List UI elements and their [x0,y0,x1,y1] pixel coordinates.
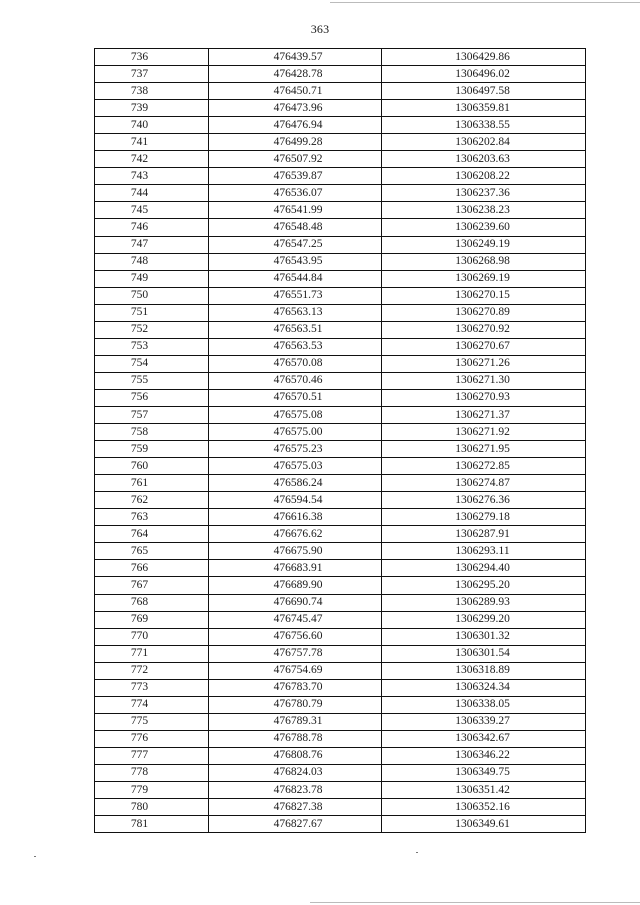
y-coordinate-cell: 1306271.30 [382,372,586,389]
point-number-cell: 744 [95,185,209,202]
table-row [95,185,586,202]
table-row [95,338,586,355]
y-coordinate-cell: 1306293.11 [382,543,586,560]
table-row [95,389,586,406]
point-number-cell: 753 [95,338,209,355]
x-coordinate-cell: 476675.90 [209,543,382,560]
table-row [95,816,586,833]
y-coordinate-cell: 1306289.93 [382,594,586,611]
y-coordinate-cell: 1306349.75 [382,764,586,781]
y-coordinate-cell: 1306351.42 [382,782,586,799]
x-coordinate-cell: 476690.74 [209,594,382,611]
point-number-cell: 771 [95,645,209,662]
y-coordinate-cell: 1306271.92 [382,424,586,441]
table-row [95,764,586,781]
x-coordinate-cell: 476808.76 [209,747,382,764]
y-coordinate-cell: 1306268.98 [382,253,586,270]
y-coordinate-cell: 1306318.89 [382,662,586,679]
x-coordinate-cell: 476570.46 [209,372,382,389]
table-row [95,662,586,679]
point-number-cell: 742 [95,151,209,168]
table-row [95,696,586,713]
y-coordinate-cell: 1306271.95 [382,441,586,458]
point-number-cell: 736 [95,49,209,66]
table-row [95,747,586,764]
x-coordinate-cell: 476683.91 [209,560,382,577]
point-number-cell: 779 [95,782,209,799]
y-coordinate-cell: 1306294.40 [382,560,586,577]
point-number-cell: 755 [95,372,209,389]
table-row [95,730,586,747]
x-coordinate-cell: 476676.62 [209,526,382,543]
table-row [95,100,586,117]
point-number-cell: 765 [95,543,209,560]
point-number-cell: 770 [95,628,209,645]
table-row [95,168,586,185]
point-number-cell: 745 [95,202,209,219]
point-number-cell: 750 [95,287,209,304]
point-number-cell: 781 [95,816,209,833]
table-row [95,594,586,611]
x-coordinate-cell: 476536.07 [209,185,382,202]
table-row [95,253,586,270]
point-number-cell: 776 [95,730,209,747]
x-coordinate-cell: 476428.78 [209,66,382,83]
x-coordinate-cell: 476539.87 [209,168,382,185]
x-coordinate-cell: 476575.08 [209,406,382,423]
x-coordinate-cell: 476563.13 [209,304,382,321]
x-coordinate-cell: 476543.95 [209,253,382,270]
x-coordinate-cell: 476788.78 [209,730,382,747]
x-coordinate-cell: 476507.92 [209,151,382,168]
table-row [95,66,586,83]
x-coordinate-cell: 476575.03 [209,458,382,475]
x-coordinate-cell: 476756.60 [209,628,382,645]
table-row [95,236,586,253]
x-coordinate-cell: 476827.67 [209,816,382,833]
x-coordinate-cell: 476544.84 [209,270,382,287]
table-row [95,713,586,730]
table-row [95,509,586,526]
y-coordinate-cell: 1306496.02 [382,66,586,83]
x-coordinate-cell: 476570.51 [209,389,382,406]
y-coordinate-cell: 1306497.58 [382,83,586,100]
y-coordinate-cell: 1306272.85 [382,458,586,475]
y-coordinate-cell: 1306203.63 [382,151,586,168]
x-coordinate-cell: 476745.47 [209,611,382,628]
x-coordinate-cell: 476548.48 [209,219,382,236]
x-coordinate-cell: 476563.53 [209,338,382,355]
x-coordinate-cell: 476757.78 [209,645,382,662]
y-coordinate-cell: 1306346.22 [382,747,586,764]
x-coordinate-cell: 476575.23 [209,441,382,458]
table-row [95,424,586,441]
point-number-cell: 741 [95,134,209,151]
x-coordinate-cell: 476827.38 [209,799,382,816]
y-coordinate-cell: 1306301.32 [382,628,586,645]
x-coordinate-cell: 476541.99 [209,202,382,219]
table-row [95,117,586,134]
point-number-cell: 763 [95,509,209,526]
y-coordinate-cell: 1306270.15 [382,287,586,304]
table-row [95,202,586,219]
table-row [95,577,586,594]
scan-edge-bottom [310,902,640,903]
page-number: 363 [310,22,330,36]
point-number-cell: 737 [95,66,209,83]
point-number-cell: 768 [95,594,209,611]
point-number-cell: 767 [95,577,209,594]
x-coordinate-cell: 476789.31 [209,713,382,730]
table-row [95,526,586,543]
table-row [95,270,586,287]
point-number-cell: 756 [95,389,209,406]
y-coordinate-cell: 1306359.81 [382,100,586,117]
y-coordinate-cell: 1306287.91 [382,526,586,543]
x-coordinate-cell: 476563.51 [209,321,382,338]
y-coordinate-cell: 1306349.61 [382,816,586,833]
y-coordinate-cell: 1306269.19 [382,270,586,287]
table-row [95,475,586,492]
point-number-cell: 777 [95,747,209,764]
point-number-cell: 739 [95,100,209,117]
x-coordinate-cell: 476689.90 [209,577,382,594]
point-number-cell: 758 [95,424,209,441]
table-row [95,134,586,151]
y-coordinate-cell: 1306324.34 [382,679,586,696]
scan-edge-top [330,2,640,3]
y-coordinate-cell: 1306352.16 [382,799,586,816]
table-row [95,560,586,577]
x-coordinate-cell: 476476.94 [209,117,382,134]
table-row [95,151,586,168]
y-coordinate-cell: 1306270.67 [382,338,586,355]
point-number-cell: 749 [95,270,209,287]
x-coordinate-cell: 476450.71 [209,83,382,100]
table-row [95,492,586,509]
table-row [95,611,586,628]
y-coordinate-cell: 1306270.89 [382,304,586,321]
y-coordinate-cell: 1306274.87 [382,475,586,492]
point-number-cell: 764 [95,526,209,543]
scan-speck [416,852,418,853]
table-row [95,628,586,645]
table-row [95,321,586,338]
scan-speck [34,856,36,857]
point-number-cell: 746 [95,219,209,236]
table-row [95,799,586,816]
point-number-cell: 754 [95,355,209,372]
y-coordinate-cell: 1306338.05 [382,696,586,713]
table-row [95,83,586,100]
y-coordinate-cell: 1306202.84 [382,134,586,151]
x-coordinate-cell: 476823.78 [209,782,382,799]
y-coordinate-cell: 1306271.37 [382,406,586,423]
x-coordinate-cell: 476551.73 [209,287,382,304]
point-number-cell: 773 [95,679,209,696]
point-number-cell: 748 [95,253,209,270]
y-coordinate-cell: 1306237.36 [382,185,586,202]
y-coordinate-cell: 1306429.86 [382,49,586,66]
table-row [95,406,586,423]
y-coordinate-cell: 1306270.93 [382,389,586,406]
y-coordinate-cell: 1306270.92 [382,321,586,338]
table-row [95,49,586,66]
y-coordinate-cell: 1306339.27 [382,713,586,730]
x-coordinate-cell: 476570.08 [209,355,382,372]
x-coordinate-cell: 476594.54 [209,492,382,509]
coordinates-table [94,48,586,833]
point-number-cell: 740 [95,117,209,134]
point-number-cell: 757 [95,406,209,423]
table-row [95,355,586,372]
x-coordinate-cell: 476547.25 [209,236,382,253]
point-number-cell: 772 [95,662,209,679]
point-number-cell: 762 [95,492,209,509]
coordinates-table-body [95,49,586,833]
point-number-cell: 743 [95,168,209,185]
point-number-cell: 751 [95,304,209,321]
x-coordinate-cell: 476780.79 [209,696,382,713]
table-row [95,372,586,389]
point-number-cell: 760 [95,458,209,475]
table-row [95,304,586,321]
table-row [95,679,586,696]
point-number-cell: 780 [95,799,209,816]
table-row [95,543,586,560]
y-coordinate-cell: 1306239.60 [382,219,586,236]
point-number-cell: 738 [95,83,209,100]
point-number-cell: 759 [95,441,209,458]
table-row [95,645,586,662]
x-coordinate-cell: 476575.00 [209,424,382,441]
y-coordinate-cell: 1306301.54 [382,645,586,662]
x-coordinate-cell: 476586.24 [209,475,382,492]
y-coordinate-cell: 1306249.19 [382,236,586,253]
point-number-cell: 761 [95,475,209,492]
point-number-cell: 775 [95,713,209,730]
x-coordinate-cell: 476754.69 [209,662,382,679]
point-number-cell: 769 [95,611,209,628]
table-row [95,782,586,799]
y-coordinate-cell: 1306338.55 [382,117,586,134]
table-row [95,441,586,458]
table-row [95,287,586,304]
y-coordinate-cell: 1306271.26 [382,355,586,372]
y-coordinate-cell: 1306238.23 [382,202,586,219]
point-number-cell: 766 [95,560,209,577]
y-coordinate-cell: 1306208.22 [382,168,586,185]
point-number-cell: 774 [95,696,209,713]
y-coordinate-cell: 1306295.20 [382,577,586,594]
x-coordinate-cell: 476439.57 [209,49,382,66]
x-coordinate-cell: 476616.38 [209,509,382,526]
table-row [95,219,586,236]
x-coordinate-cell: 476499.28 [209,134,382,151]
point-number-cell: 752 [95,321,209,338]
y-coordinate-cell: 1306279.18 [382,509,586,526]
point-number-cell: 747 [95,236,209,253]
point-number-cell: 778 [95,764,209,781]
x-coordinate-cell: 476783.70 [209,679,382,696]
y-coordinate-cell: 1306299.20 [382,611,586,628]
y-coordinate-cell: 1306342.67 [382,730,586,747]
x-coordinate-cell: 476473.96 [209,100,382,117]
table-row [95,458,586,475]
y-coordinate-cell: 1306276.36 [382,492,586,509]
x-coordinate-cell: 476824.03 [209,764,382,781]
